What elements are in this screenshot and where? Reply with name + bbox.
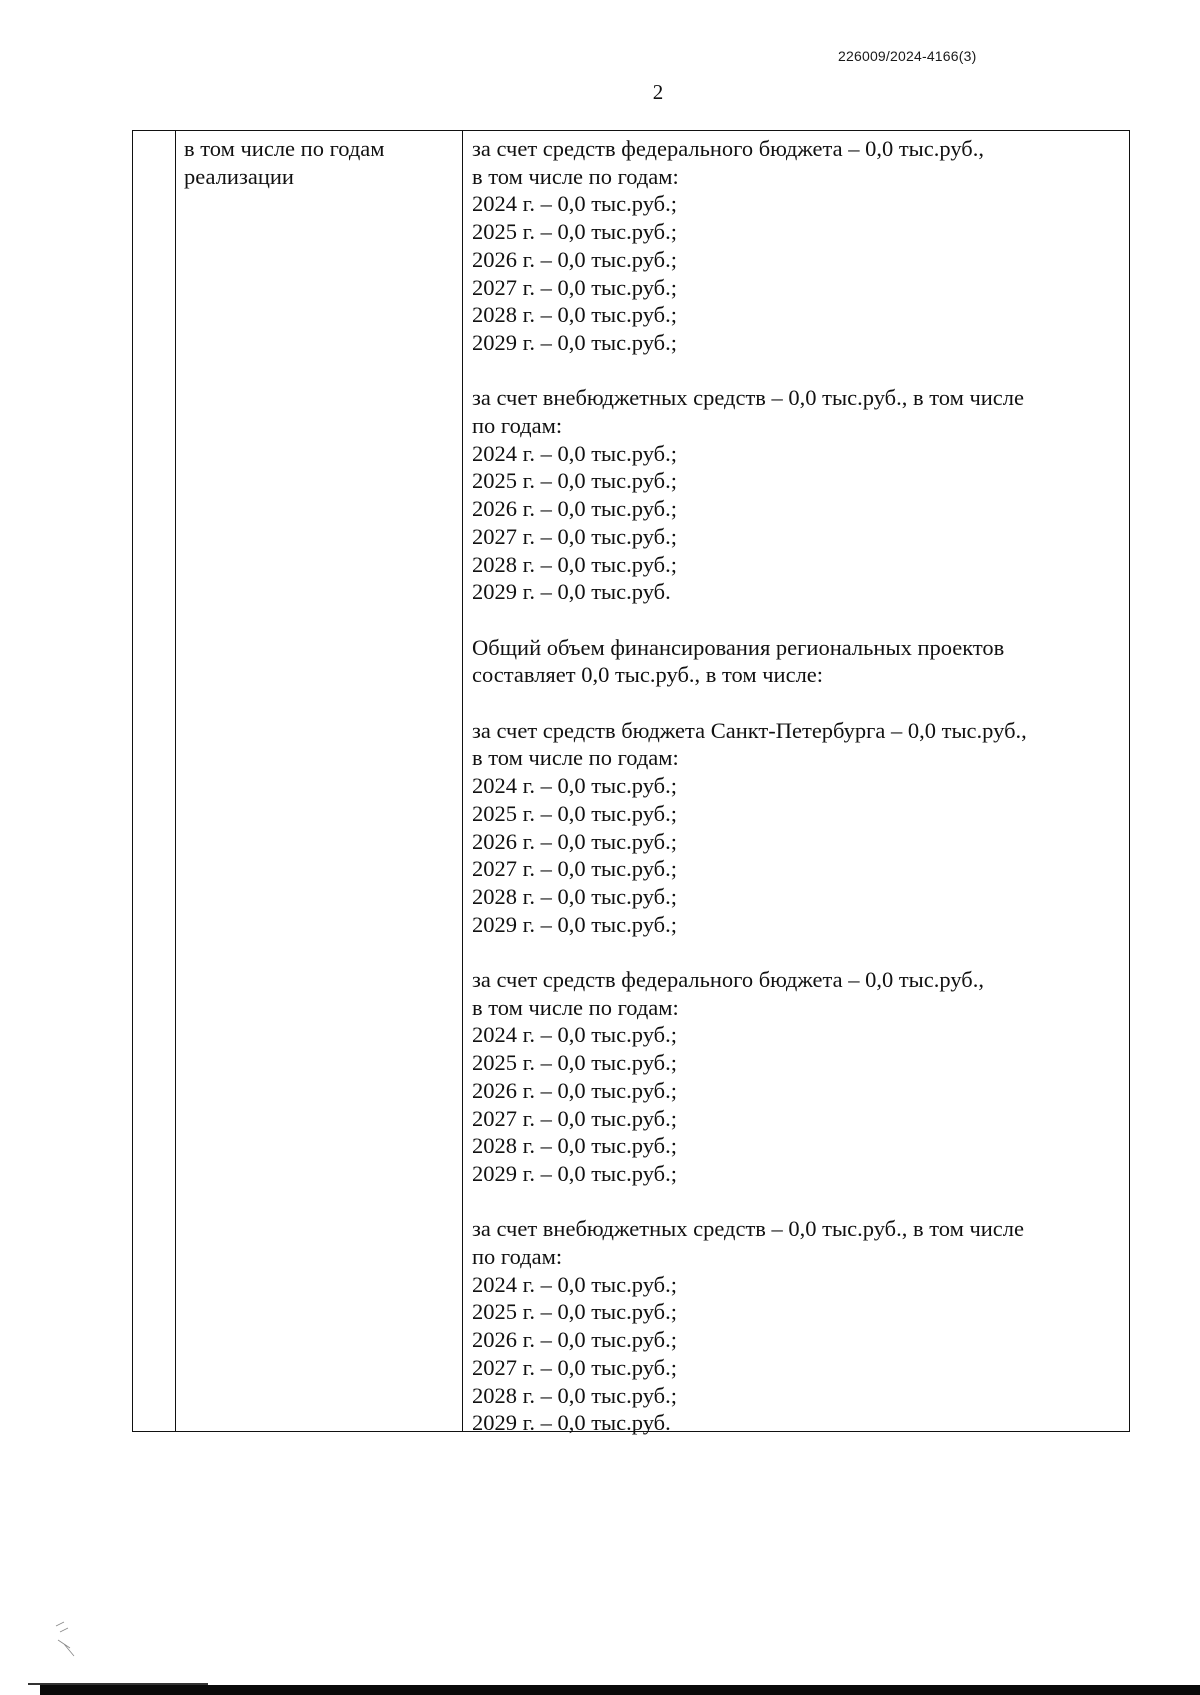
- text-line: 2025 г. – 0,0 тыс.руб.;: [472, 468, 677, 494]
- text-line: 2024 г. – 0,0 тыс.руб.;: [472, 773, 677, 799]
- text-line: составляет 0,0 тыс.руб., в том числе:: [472, 662, 824, 688]
- text-line: по годам:: [472, 413, 563, 439]
- funding-block-extrabudgetary: [472, 384, 1122, 606]
- page-number: 2: [652, 80, 664, 104]
- text-line: 2028 г. – 0,0 тыс.руб.;: [472, 302, 677, 328]
- cell-label-line: реализации: [184, 163, 294, 189]
- text-line: 2026 г. – 0,0 тыс.руб.;: [472, 1077, 677, 1103]
- text-line: 2027 г. – 0,0 тыс.руб.;: [472, 274, 677, 300]
- text-line: 2028 г. – 0,0 тыс.руб.;: [472, 1382, 677, 1408]
- text-line: 2029 г. – 0,0 тыс.руб.;: [472, 911, 677, 937]
- text-line: 2025 г. – 0,0 тыс.руб.;: [472, 219, 677, 245]
- text-line: за счет внебюджетных средств – 0,0 тыс.руб., в том числе: [472, 1216, 1024, 1242]
- text-line: 2029 г. – 0,0 тыс.руб.: [472, 579, 671, 605]
- funding-block-federal-budget-regional: [472, 966, 1122, 1188]
- text-line: в том числе по годам:: [472, 994, 679, 1020]
- funding-block-federal-budget: [472, 135, 1122, 357]
- text-line: в том числе по годам:: [472, 163, 679, 189]
- text-line: 2027 г. – 0,0 тыс.руб.;: [472, 523, 677, 549]
- text-line: 2026 г. – 0,0 тыс.руб.;: [472, 1327, 677, 1353]
- text-line: 2025 г. – 0,0 тыс.руб.;: [472, 1299, 677, 1325]
- text-line: за счет средств бюджета Санкт-Петербурга – 0,0 тыс.руб.,: [472, 717, 1027, 743]
- table-cell-label: [184, 135, 454, 190]
- funding-block-spb-budget: [472, 717, 1122, 939]
- text-line: по годам:: [472, 1244, 563, 1270]
- text-line: 2025 г. – 0,0 тыс.руб.;: [472, 800, 677, 826]
- text-line: 2026 г. – 0,0 тыс.руб.;: [472, 828, 677, 854]
- text-line: за счет средств федерального бюджета – 0,0 тыс.руб.,: [472, 967, 985, 993]
- text-line: за счет внебюджетных средств – 0,0 тыс.руб., в том числе: [472, 385, 1024, 411]
- text-line: 2029 г. – 0,0 тыс.руб.;: [472, 329, 677, 355]
- text-line: за счет средств федерального бюджета – 0,0 тыс.руб.,: [472, 136, 985, 161]
- funding-block-extrabudgetary-regional: [472, 1215, 1122, 1437]
- table-cell-content: [472, 135, 1122, 1437]
- financing-table: [132, 130, 1130, 1436]
- text-line: 2029 г. – 0,0 тыс.руб.;: [472, 1160, 677, 1186]
- text-line: 2028 г. – 0,0 тыс.руб.;: [472, 883, 677, 909]
- text-line: в том числе по годам:: [472, 745, 679, 771]
- table-column-divider: [462, 131, 463, 1431]
- text-line: 2024 г. – 0,0 тыс.руб.;: [472, 1022, 677, 1048]
- text-line: 2024 г. – 0,0 тыс.руб.;: [472, 1271, 677, 1297]
- text-line: 2025 г. – 0,0 тыс.руб.;: [472, 1050, 677, 1076]
- text-line: Общий объем финансирования региональных проектов: [472, 634, 1005, 660]
- text-line: 2029 г. – 0,0 тыс.руб.: [472, 1410, 671, 1436]
- scan-artifact-mark: [50, 1618, 80, 1658]
- cell-label-line: в том числе по годам: [184, 136, 385, 161]
- funding-block-regional-total: [472, 634, 1122, 689]
- text-line: 2028 г. – 0,0 тыс.руб.;: [472, 1133, 677, 1159]
- text-line: 2026 г. – 0,0 тыс.руб.;: [472, 246, 677, 272]
- table-column-divider: [175, 131, 176, 1431]
- text-line: 2026 г. – 0,0 тыс.руб.;: [472, 496, 677, 522]
- text-line: 2027 г. – 0,0 тыс.руб.;: [472, 1354, 677, 1380]
- document-registration-number: 226009/2024-4166(3): [838, 48, 977, 64]
- text-line: 2024 г. – 0,0 тыс.руб.;: [472, 440, 677, 466]
- scan-bottom-edge: [40, 1685, 1200, 1695]
- text-line: 2028 г. – 0,0 тыс.руб.;: [472, 551, 677, 577]
- text-line: 2027 г. – 0,0 тыс.руб.;: [472, 1105, 677, 1131]
- text-line: 2024 г. – 0,0 тыс.руб.;: [472, 191, 677, 217]
- text-line: 2027 г. – 0,0 тыс.руб.;: [472, 856, 677, 882]
